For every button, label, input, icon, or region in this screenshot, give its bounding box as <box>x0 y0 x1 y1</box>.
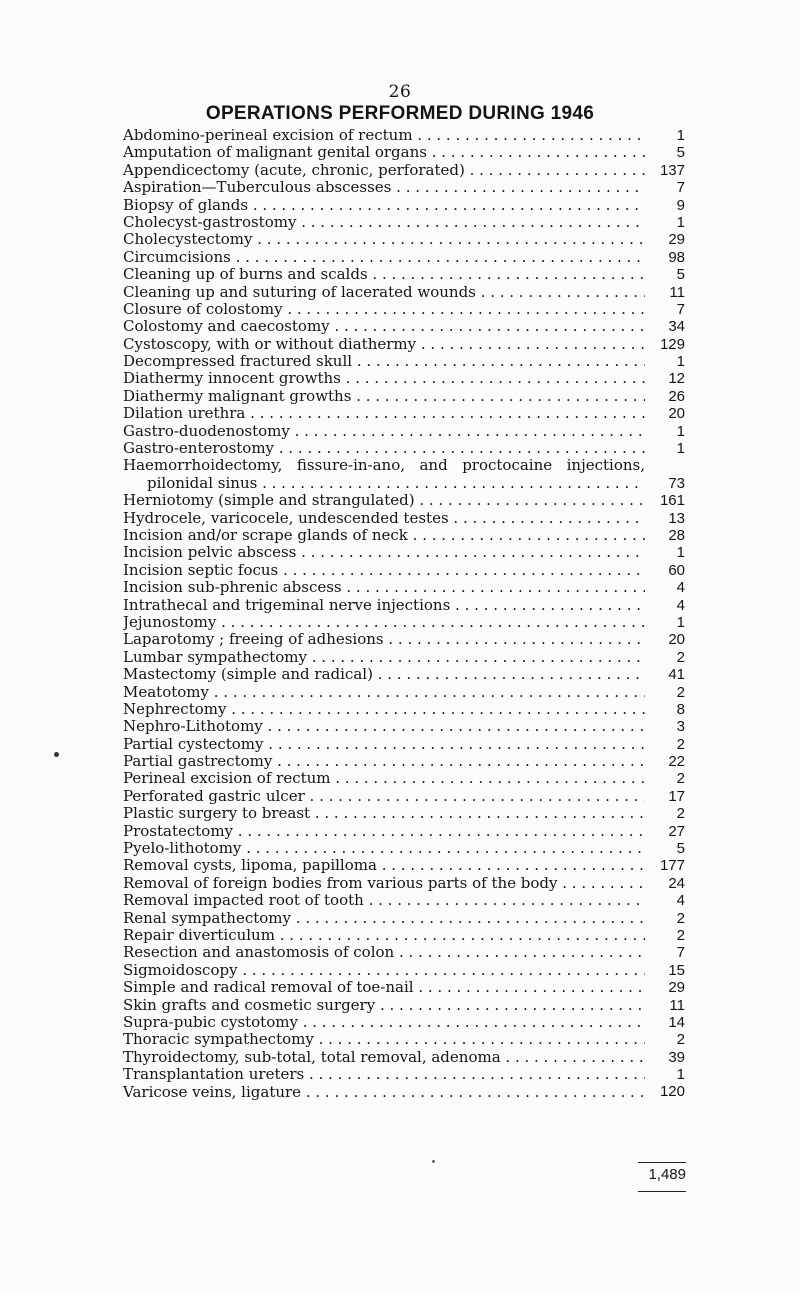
operation-row <box>123 527 685 544</box>
operation-name: Cholecystectomy . . . <box>123 231 645 248</box>
operation-name-line2: pilonidal sinus . . . <box>123 475 645 492</box>
operation-row <box>123 492 685 509</box>
operation-row <box>123 857 685 874</box>
operation-row <box>123 301 685 318</box>
operation-name: Meatotomy . . . <box>123 684 645 701</box>
print-speck <box>432 1160 435 1163</box>
operation-name: Removal of foreign bodies from various parts of the body . . . <box>123 875 645 892</box>
operation-name: Nephrectomy . . . <box>123 701 645 718</box>
operation-count: 11 <box>645 284 685 301</box>
operation-count: 98 <box>645 249 685 266</box>
operation-row <box>123 770 685 787</box>
operation-name: Cleaning up of burns and scalds . . . <box>123 266 645 283</box>
operation-count: 1 <box>645 1066 685 1083</box>
operation-count: 28 <box>645 527 685 544</box>
operation-name: Dilation urethra . . . <box>123 405 645 422</box>
operation-name: Resection and anastomosis of colon . . . <box>123 944 645 961</box>
operation-count: 1 <box>645 423 685 440</box>
operation-name: Thyroidectomy, sub-total, total removal, adenoma . . . <box>123 1049 645 1066</box>
operation-count: 2 <box>645 770 685 787</box>
operation-name: Perforated gastric ulcer . . . <box>123 788 645 805</box>
operation-name: Cholecyst-gastrostomy . . . <box>123 214 645 231</box>
operation-count: 22 <box>645 753 685 770</box>
operation-row <box>123 544 685 561</box>
operation-row <box>123 927 685 944</box>
operation-name: Supra-pubic cystotomy . . . <box>123 1014 645 1031</box>
operation-count: 29 <box>645 979 685 996</box>
operation-count: 29 <box>645 231 685 248</box>
operation-row <box>123 1066 685 1083</box>
operation-name: Incision septic focus . . . <box>123 562 645 579</box>
operation-count: 15 <box>645 962 685 979</box>
operation-row <box>123 892 685 909</box>
operation-count: 7 <box>645 301 685 318</box>
operation-name: Jejunostomy . . . <box>123 614 645 631</box>
operation-name: Gastro-duodenostomy . . . <box>123 423 645 440</box>
operation-row <box>123 736 685 753</box>
operation-count: 9 <box>645 197 685 214</box>
operation-count: 2 <box>645 805 685 822</box>
operation-count: 120 <box>645 1083 685 1100</box>
operation-row <box>123 336 685 353</box>
operation-row <box>123 405 685 422</box>
operation-name: Aspiration—Tuberculous abscesses . . . <box>123 179 645 196</box>
operation-count: 3 <box>645 718 685 735</box>
operation-name: Simple and radical removal of toe-nail . . . <box>123 979 645 996</box>
operation-row <box>123 1084 685 1101</box>
operation-name: Nephro-Lithotomy . . . <box>123 718 645 735</box>
operation-row <box>123 440 685 457</box>
operation-count: 5 <box>645 144 685 161</box>
operation-row <box>123 718 685 735</box>
operation-row <box>123 1014 685 1031</box>
operation-name: Colostomy and caecostomy . . . <box>123 318 645 335</box>
operation-name <box>123 457 645 492</box>
operation-count: 1 <box>645 214 685 231</box>
operation-row <box>123 666 685 683</box>
operation-name: Diathermy malignant growths . . . <box>123 388 645 405</box>
operation-name: Hydrocele, varicocele, undescended testes . . . <box>123 510 645 527</box>
operation-row <box>123 266 685 283</box>
operation-count: 7 <box>645 944 685 961</box>
operation-count: 20 <box>645 631 685 648</box>
operation-name: Biopsy of glands . . . <box>123 197 645 214</box>
operations-list <box>123 127 685 1101</box>
operation-name: Circumcisions . . . <box>123 249 645 266</box>
operation-count: 41 <box>645 666 685 683</box>
total-rule-bottom <box>638 1191 686 1192</box>
operation-count: 2 <box>645 927 685 944</box>
total-count: 1,489 <box>648 1166 686 1183</box>
operation-row <box>123 997 685 1014</box>
page-title: OPERATIONS PERFORMED DURING 1946 <box>205 103 595 124</box>
operation-count: 137 <box>645 162 685 179</box>
operation-row <box>123 388 685 405</box>
operation-count: 20 <box>645 405 685 422</box>
operation-row <box>123 127 685 144</box>
operation-row <box>123 753 685 770</box>
operation-name: Incision sub-phrenic abscess . . . <box>123 579 645 596</box>
operation-row <box>123 457 685 492</box>
operation-row <box>123 597 685 614</box>
operation-count: 27 <box>645 823 685 840</box>
operation-count: 11 <box>645 997 685 1014</box>
operation-row <box>123 318 685 335</box>
operation-name: Mastectomy (simple and radical) . . . <box>123 666 645 683</box>
operation-name: Thoracic sympathectomy . . . <box>123 1031 645 1048</box>
operation-name: Decompressed fractured skull . . . <box>123 353 645 370</box>
operation-row <box>123 179 685 196</box>
operation-count: 5 <box>645 840 685 857</box>
operation-count: 4 <box>645 892 685 909</box>
operation-count: 39 <box>645 1049 685 1066</box>
operation-name: Transplantation ureters . . . <box>123 1066 645 1083</box>
operation-row <box>123 875 685 892</box>
operation-count: 7 <box>645 179 685 196</box>
operation-row <box>123 197 685 214</box>
operation-name: Varicose veins, ligature . . . <box>123 1084 645 1101</box>
operation-name: Gastro-enterostomy . . . <box>123 440 645 457</box>
operation-row <box>123 214 685 231</box>
operation-count: 2 <box>645 910 685 927</box>
margin-mark <box>54 752 59 757</box>
operation-row <box>123 423 685 440</box>
operation-row <box>123 614 685 631</box>
operation-count: 8 <box>645 701 685 718</box>
operation-row <box>123 962 685 979</box>
operation-row <box>123 979 685 996</box>
operation-name: Partial cystectomy . . . <box>123 736 645 753</box>
operation-name: Intrathecal and trigeminal nerve injections . . . <box>123 597 645 614</box>
operation-name: Sigmoidoscopy . . . <box>123 962 645 979</box>
operation-count: 177 <box>645 857 685 874</box>
operation-row <box>123 823 685 840</box>
operation-row <box>123 249 685 266</box>
operation-count: 1 <box>645 127 685 144</box>
operation-count: 13 <box>645 510 685 527</box>
operation-name: Cleaning up and suturing of lacerated wounds . . . <box>123 284 645 301</box>
operation-count: 4 <box>645 597 685 614</box>
operation-name: Plastic surgery to breast . . . <box>123 805 645 822</box>
operation-name: Abdomino-perineal excision of rectum . . . <box>123 127 645 144</box>
operation-count: 1 <box>645 353 685 370</box>
operation-name: Repair diverticulum . . . <box>123 927 645 944</box>
operation-name: Incision and/or scrape glands of neck . . . <box>123 527 645 544</box>
operation-row <box>123 701 685 718</box>
operation-name: Skin grafts and cosmetic surgery . . . <box>123 997 645 1014</box>
operation-row <box>123 231 685 248</box>
operation-row <box>123 284 685 301</box>
operation-name: Renal sympathectomy . . . <box>123 910 645 927</box>
operation-count: 2 <box>645 649 685 666</box>
operation-count: 24 <box>645 875 685 892</box>
operation-count: 26 <box>645 388 685 405</box>
operation-count: 129 <box>645 336 685 353</box>
operation-row <box>123 370 685 387</box>
operation-row <box>123 353 685 370</box>
operation-count: 2 <box>645 684 685 701</box>
operation-row <box>123 1049 685 1066</box>
operation-count: 5 <box>645 266 685 283</box>
operation-name: Prostatectomy . . . <box>123 823 645 840</box>
operation-name-line1: Haemorrhoidectomy, fissure-in-ano, and proctocaine injections, <box>123 457 645 475</box>
operation-name: Appendicectomy (acute, chronic, perforated) . . . <box>123 162 645 179</box>
operation-count: 2 <box>645 1031 685 1048</box>
operation-count: 73 <box>645 475 685 492</box>
total-rule-top <box>638 1162 686 1163</box>
operation-count: 14 <box>645 1014 685 1031</box>
operation-row <box>123 944 685 961</box>
operation-count: 2 <box>645 736 685 753</box>
page-number: 26 <box>388 82 412 102</box>
operation-name: Partial gastrectomy . . . <box>123 753 645 770</box>
operation-count: 17 <box>645 788 685 805</box>
operation-count: 4 <box>645 579 685 596</box>
operation-name: Amputation of malignant genital organs . . . <box>123 144 645 161</box>
operation-row <box>123 510 685 527</box>
operation-count: 34 <box>645 318 685 335</box>
operation-name: Pyelo-lithotomy . . . <box>123 840 645 857</box>
operation-row <box>123 805 685 822</box>
operation-name: Removal cysts, lipoma, papilloma . . . <box>123 857 645 874</box>
operation-name: Laparotomy ; freeing of adhesions . . . <box>123 631 645 648</box>
operation-name: Closure of colostomy . . . <box>123 301 645 318</box>
operation-name: Lumbar sympathectomy . . . <box>123 649 645 666</box>
operation-name: Removal impacted root of tooth . . . <box>123 892 645 909</box>
operation-row <box>123 162 685 179</box>
operation-row <box>123 631 685 648</box>
operation-row <box>123 910 685 927</box>
operation-name: Cystoscopy, with or without diathermy . . . <box>123 336 645 353</box>
operation-row <box>123 1031 685 1048</box>
operation-row <box>123 788 685 805</box>
operation-row <box>123 144 685 161</box>
operation-name: Perineal excision of rectum . . . <box>123 770 645 787</box>
operation-row <box>123 649 685 666</box>
operation-name: Diathermy innocent growths . . . <box>123 370 645 387</box>
operation-row <box>123 579 685 596</box>
operation-row <box>123 562 685 579</box>
operation-count: 1 <box>645 544 685 561</box>
operation-count: 12 <box>645 370 685 387</box>
operation-name: Herniotomy (simple and strangulated) . . . <box>123 492 645 509</box>
operation-row <box>123 840 685 857</box>
operation-count: 161 <box>645 492 685 509</box>
operation-name: Incision pelvic abscess . . . <box>123 544 645 561</box>
operation-count: 1 <box>645 440 685 457</box>
operation-count: 60 <box>645 562 685 579</box>
operation-count: 1 <box>645 614 685 631</box>
operation-row <box>123 684 685 701</box>
